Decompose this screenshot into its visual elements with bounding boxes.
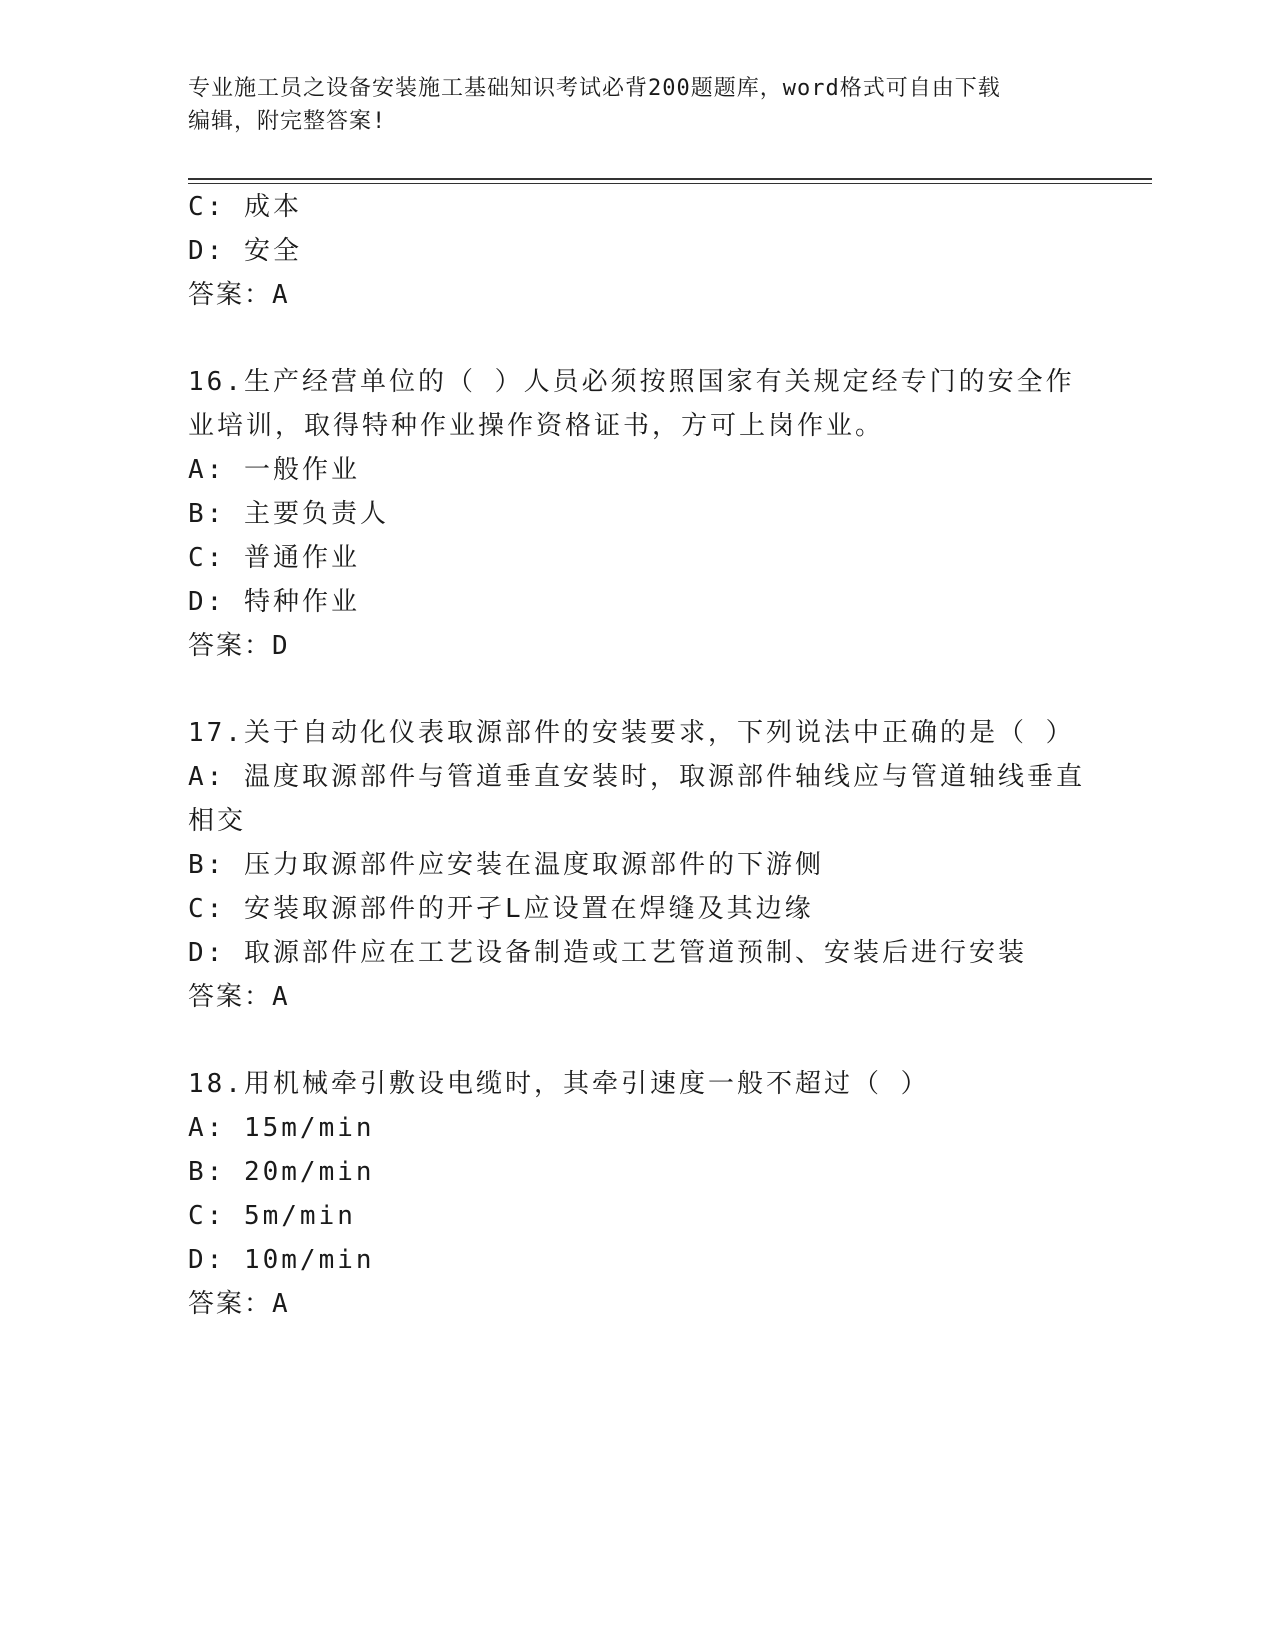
q17-option-b: B: 压力取源部件应安装在温度取源部件的下游侧 (188, 850, 824, 880)
q16-option-a: A: 一般作业 (188, 455, 360, 485)
header-title-line-2: 编辑，附完整答案! (188, 109, 387, 134)
q17-answer: 答案：A (188, 982, 290, 1012)
q18-stem: 18.用机械牵引敷设电缆时，其牵引速度一般不超过（ ） (188, 1069, 930, 1099)
q15-answer: 答案：A (188, 280, 290, 310)
q17-stem: 17.关于自动化仪表取源部件的安装要求，下列说法中正确的是（ ） (188, 718, 1075, 748)
q18-option-c: C: 5m/min (188, 1201, 356, 1231)
q17-option-c: C: 安装取源部件的开孑L应设置在焊缝及其边缘 (188, 894, 814, 924)
q18-option-b: B: 20m/min (188, 1157, 375, 1187)
q18-answer: 答案：A (188, 1289, 290, 1319)
q16-answer: 答案：D (188, 631, 290, 661)
q15-option-c: C: 成本 (188, 192, 302, 222)
q18-option-d: D: 10m/min (188, 1245, 375, 1275)
q16-option-d: D: 特种作业 (188, 587, 360, 617)
header-title-line-1: 专业施工员之设备安装施工基础知识考试必背200题题库，word格式可自由下载 (188, 76, 1001, 101)
q17-option-d: D: 取源部件应在工艺设备制造或工艺管道预制、安装后进行安装 (188, 938, 1027, 968)
document-header (188, 72, 1068, 138)
q15-option-d: D: 安全 (188, 236, 302, 266)
header-divider-thin (188, 183, 1152, 184)
q17-option-a-line-1: A: 温度取源部件与管道垂直安装时，取源部件轴线应与管道轴线垂直 (188, 762, 1085, 792)
q17-option-a-line-2: 相交 (188, 806, 247, 836)
q16-option-c: C: 普通作业 (188, 543, 360, 573)
q16-stem-line-2: 业培训，取得特种作业操作资格证书，方可上岗作业。 (188, 411, 885, 441)
q16-option-b: B: 主要负责人 (188, 499, 389, 529)
q16-stem-line-1: 16.生产经营单位的（ ）人员必须按照国家有关规定经专门的安全作 (188, 367, 1075, 397)
header-divider-thick (188, 178, 1152, 180)
q18-option-a: A: 15m/min (188, 1113, 375, 1143)
